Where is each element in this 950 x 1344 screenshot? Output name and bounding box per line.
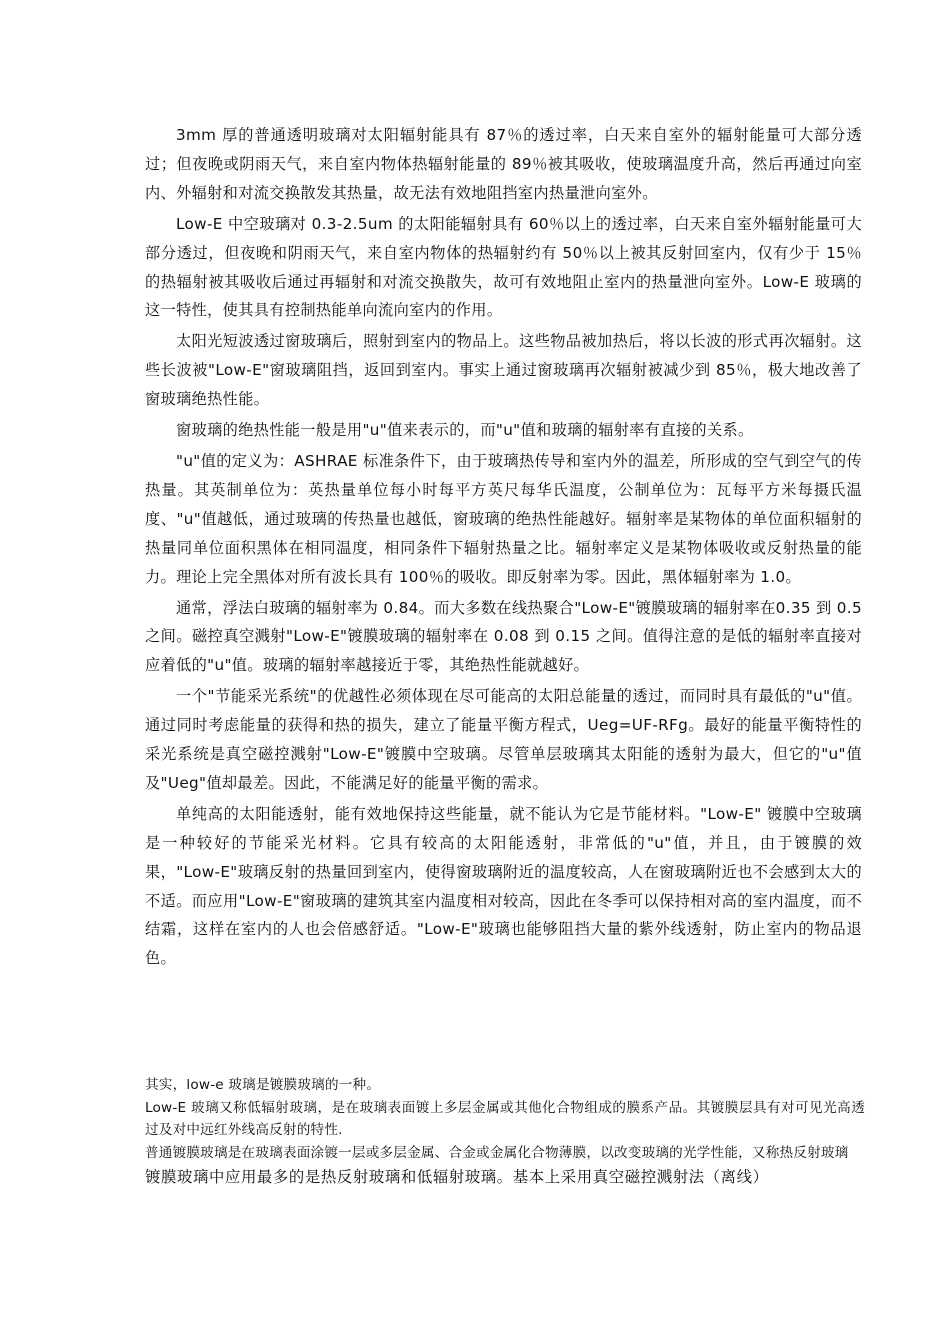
paragraph-u-value-intro: 窗玻璃的绝热性能一般是用"u"值来表示的，而"u"值和玻璃的辐射率有直接的关系。: [176, 421, 754, 440]
tail-line-4: 镀膜玻璃中应用最多的是热反射玻璃和低辐射玻璃。基本上采用真空磁控溅射法（离线）: [145, 1168, 769, 1187]
tail-line-2: Low-E 玻璃又称低辐射玻璃，是在玻璃表面镀上多层金属或其他化合物组成的膜系产品。其镀膜层具有对可见光高透过及对中远红外线高反射的特性.: [145, 1099, 865, 1139]
tail-line-1: 其实，low-e 玻璃是镀膜玻璃的一种。: [145, 1077, 381, 1093]
paragraph-shortwave: 太阳光短波透过窗玻璃后，照射到室内的物品上。这些物品被加热后，将以长波的形式再次辐射。这些长波被"Low-E"窗玻璃阻挡，返回到室内。事实上通过窗玻璃再次辐射被减少到 85％，极大地改善了窗玻璃绝热性能。: [145, 332, 862, 409]
paragraph-energy-saving: 单纯高的太阳能透射，能有效地保持这些能量，就不能认为它是节能材料。"Low-E" 镀膜中空玻璃是一种较好的节能采光材料。它具有较高的太阳能透射，非常低的"u"值，并且，由于镀膜的效果，"Low-E"玻璃反射的热量回到室内，使得窗玻璃附近的温度较高，人在窗玻璃附近也不会感到太大的不适。而应用"Low-E"窗玻璃的建筑其室内温度相对较高，因此在冬季可以保持相对高的室内温度，而不结霜，这样在室内的人也会倍感舒适。"Low-E"玻璃也能够阻挡大量的紫外线透射，防止室内的物品退色。: [145, 804, 862, 968]
paragraph-u-value-definition: "u"值的定义为：ASHRAE 标准条件下，由于玻璃热传导和室内外的温差，所形成的空气到空气的传热量。其英制单位为：英热量单位每小时每平方英尺每华氏温度，公制单位为：瓦每平方米每摄氏温度、"u"值越低，通过玻璃的传热量也越低，窗玻璃的绝热性能越好。辐射率是某物体的单位面积辐射的热量同单位面积黑体在相同温度，相同条件下辐射热量之比。辐射率定义是某物体吸收或反射热量的能力。理论上完全黑体对所有波长具有 100％的吸收。即反射率为零。因此，黑体辐射率为 1.0。: [145, 451, 862, 586]
main-text-block: [145, 121, 862, 975]
tail-line-3: 普通镀膜玻璃是在玻璃表面涂镀一层或多层金属、合金或金属化合物薄膜，以改变玻璃的光学性能，又称热反射玻璃: [145, 1144, 849, 1161]
paragraph-clear-glass: 3mm 厚的普通透明玻璃对太阳辐射能具有 87％的透过率，白天来自室外的辐射能量可大部分透过；但夜晚或阴雨天气，来自室内物体热辐射能量的 89％被其吸收，使玻璃温度升高，然后再通过向室内、外辐射和对流交换散发其热量，故无法有效地阻挡室内热量泄向室外。: [145, 126, 862, 202]
paragraph-energy-balance: 一个"节能采光系统"的优越性必须体现在尽可能高的太阳总能量的透过，而同时具有最低的"u"值。通过同时考虑能量的获得和热的损失，建立了能量平衡方程式，Ueg=UF-RFg。最好的能量平衡特性的采光系统是真空磁控溅射"Low-E"镀膜中空玻璃。尽管单层玻璃其太阳能的透射为最大，但它的"u"值及"Ueg"值却最差。因此，不能满足好的能量平衡的需求。: [145, 687, 862, 792]
paragraph-low-e-insulating: Low-E 中空玻璃对 0.3-2.5um 的太阳能辐射具有 60％以上的透过率，白天来自室外辐射能量可大部分透过，但夜晚和阴雨天气，来自室内物体的热辐射约有 50％以上被其反射回室内，仅有少于 15％的热辐射被其吸收后通过再辐射和对流交换散失，故可有效地阻止室内的热量泄向室外。Low-E 玻璃的这一特性，使其具有控制热能单向流向室内的作用。: [145, 214, 862, 320]
paragraph-emissivity: 通常，浮法白玻璃的辐射率为 0.84。而大多数在线热聚合"Low-E"镀膜玻璃的辐射率在0.35 到 0.5 之间。磁控真空溅射"Low-E"镀膜玻璃的辐射率在 0.08 到 0.15 之间。值得注意的是低的辐射率直接对应着低的"u"值。玻璃的辐射率越接近于零，其绝热性能就越好。: [145, 598, 862, 675]
tail-text-block: [145, 1074, 865, 1190]
